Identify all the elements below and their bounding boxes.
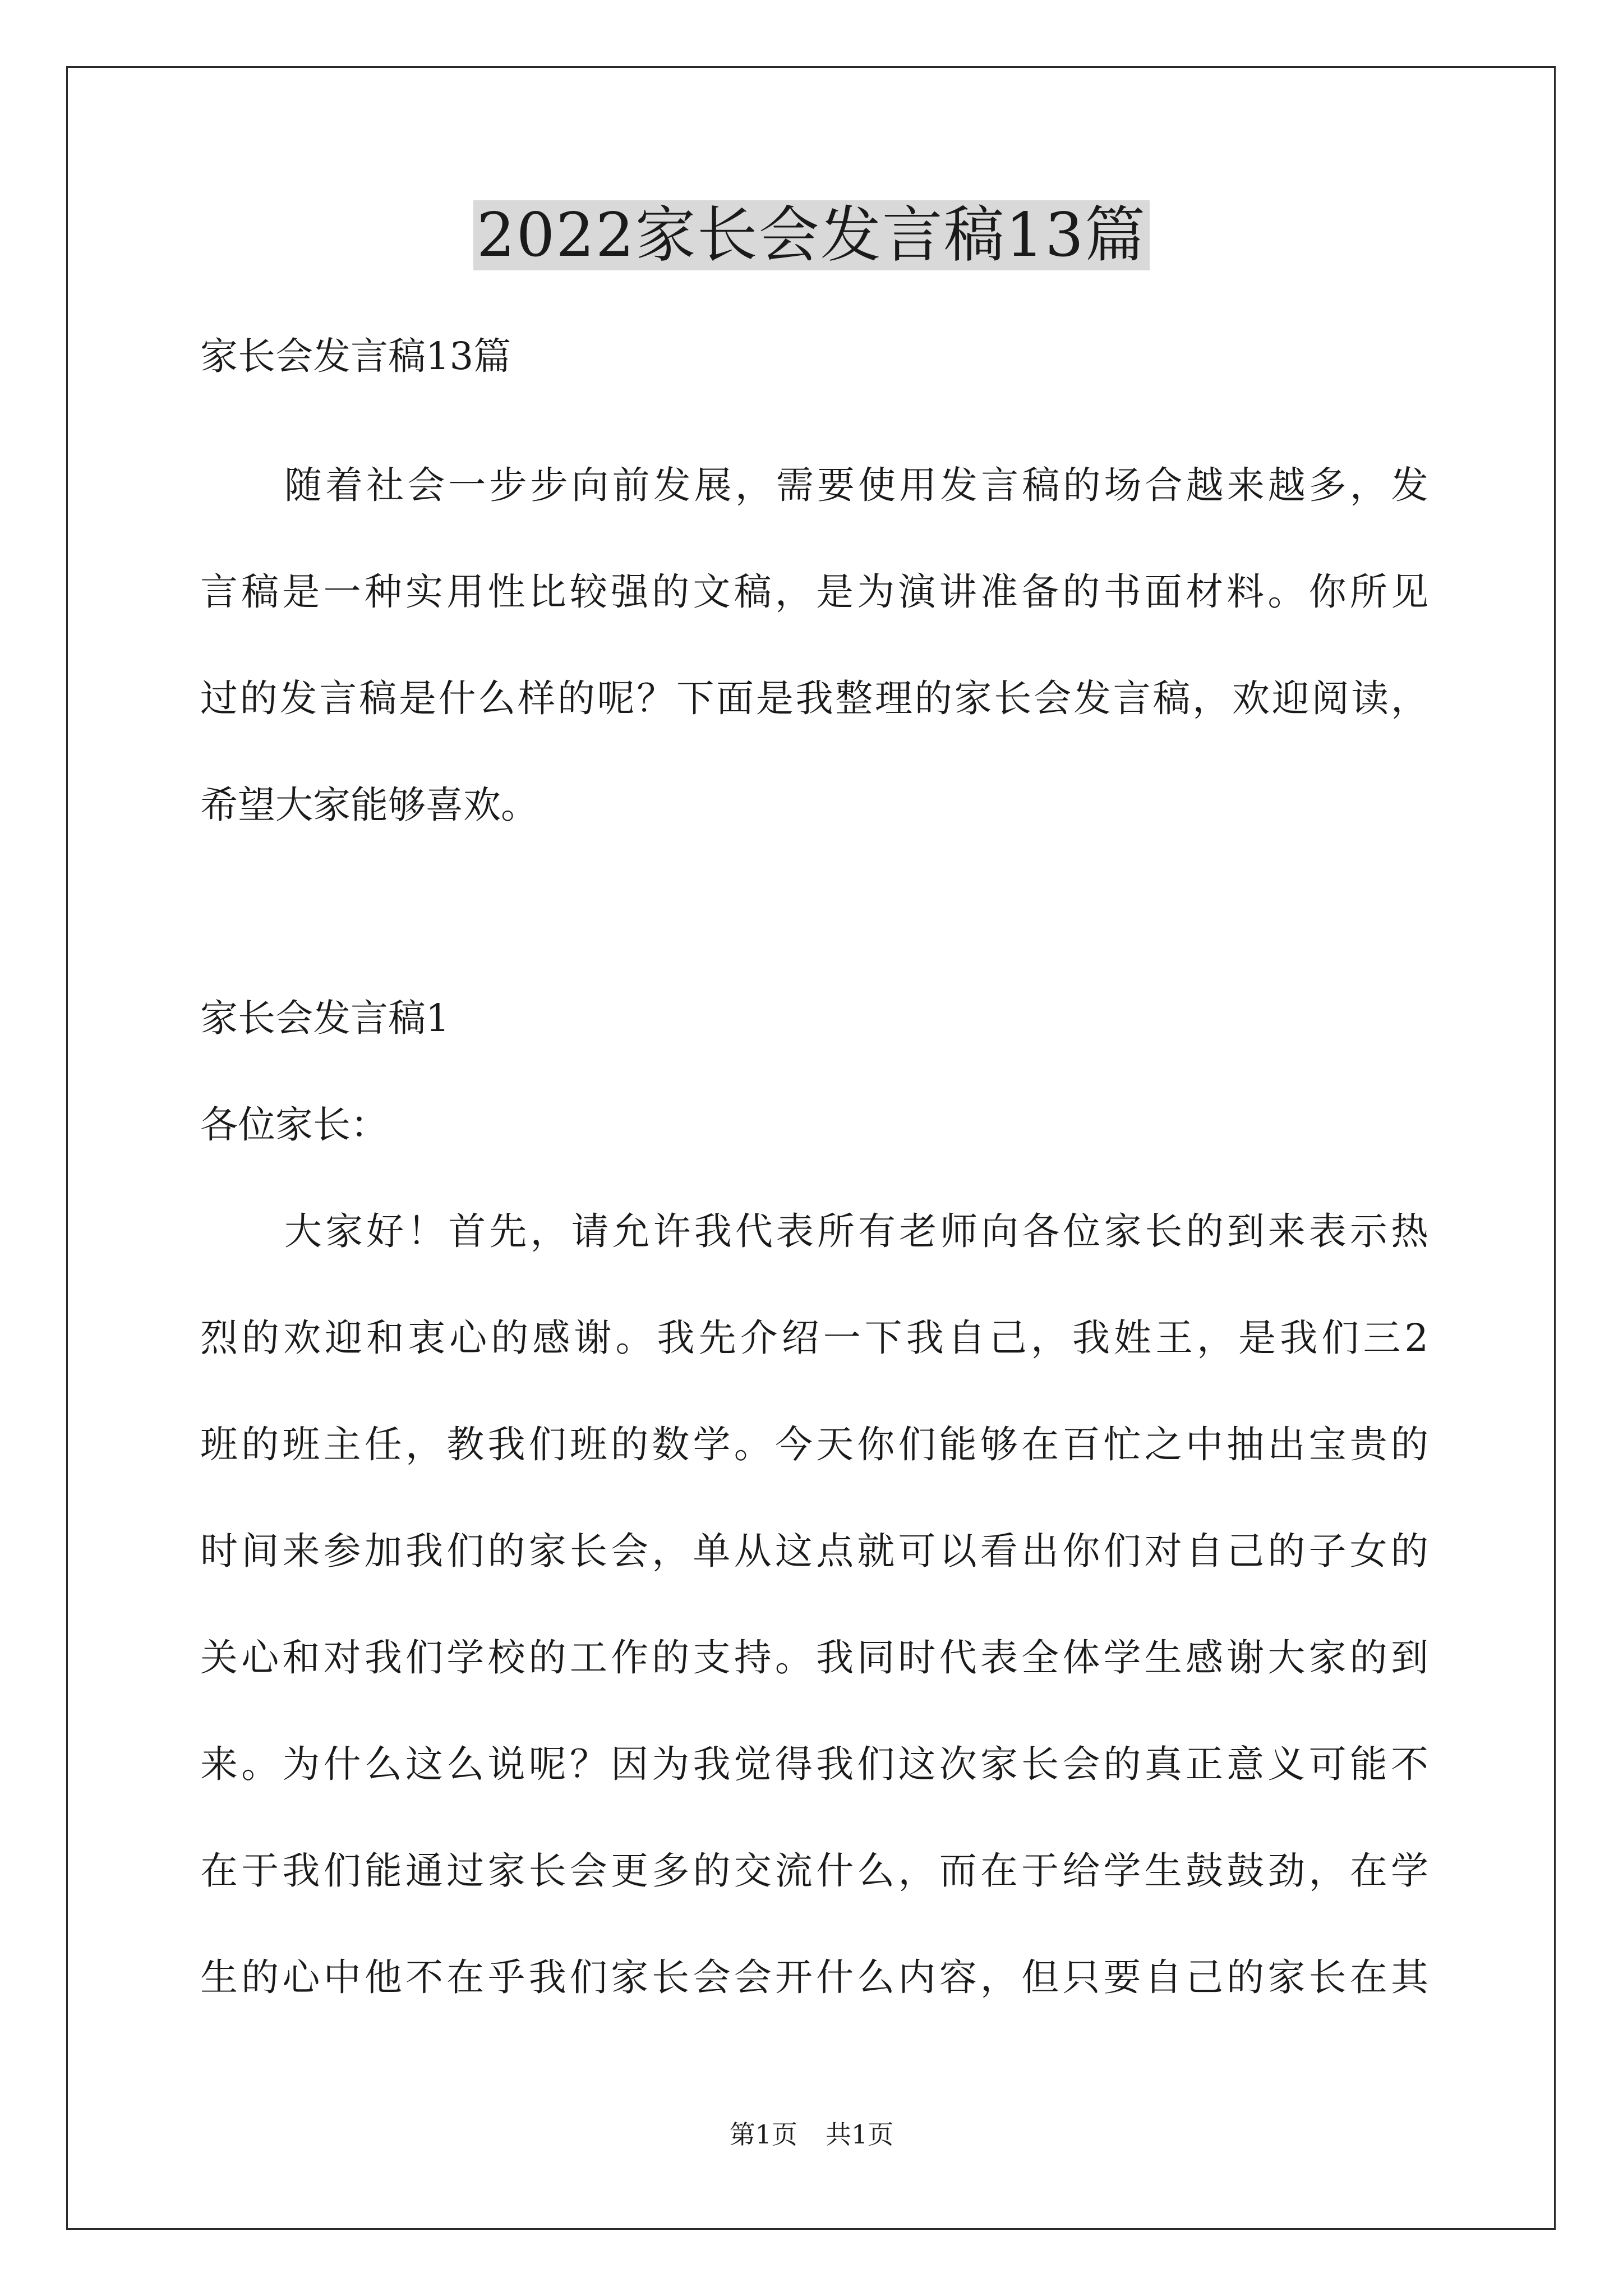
page-total: 共1页: [826, 2119, 894, 2150]
intro-line-2: 言稿是一种实用性比较强的文稿，是为演讲准备的书面材料。你所见: [200, 570, 1428, 614]
body-line-8: 生的心中他不在乎我们家长会会开什么内容，但只要自己的家长在其: [200, 1955, 1428, 1999]
body-line-2: 烈的欢迎和衷心的感谢。我先介绍一下我自己，我姓王，是我们三2: [200, 1316, 1428, 1360]
subtitle-line: 家长会发言稿13篇: [200, 334, 511, 378]
body-line-3: 班的班主任，教我们班的数学。今天你们能够在百忙之中抽出宝贵的: [200, 1423, 1428, 1466]
document-title-text: 2022家长会发言稿13篇: [473, 200, 1150, 270]
body-line-6: 来。为什么这么说呢？因为我觉得我们这次家长会的真正意义可能不: [200, 1742, 1428, 1786]
body-line-1: 大家好！首先，请允许我代表所有老师向各位家长的到来表示热: [284, 1209, 1428, 1253]
intro-line-3: 过的发言稿是什么样的呢？下面是我整理的家长会发言稿，欢迎阅读，: [200, 677, 1428, 720]
salutation-line: 各位家长：: [200, 1103, 388, 1147]
page-footer: [0, 2118, 1623, 2151]
page-current: 第1页: [729, 2119, 797, 2150]
intro-line-1: 随着社会一步步向前发展，需要使用发言稿的场合越来越多，发: [284, 463, 1428, 507]
intro-line-4: 希望大家能够喜欢。: [200, 783, 538, 827]
body-line-5: 关心和对我们学校的工作的支持。我同时代表全体学生感谢大家的到: [200, 1636, 1428, 1680]
body-line-7: 在于我们能通过家长会更多的交流什么，而在于给学生鼓鼓劲，在学: [200, 1849, 1428, 1893]
section-heading: 家长会发言稿1: [200, 996, 450, 1040]
document-title: [0, 196, 1623, 275]
body-line-4: 时间来参加我们的家长会，单从这点就可以看出你们对自己的子女的: [200, 1529, 1428, 1573]
